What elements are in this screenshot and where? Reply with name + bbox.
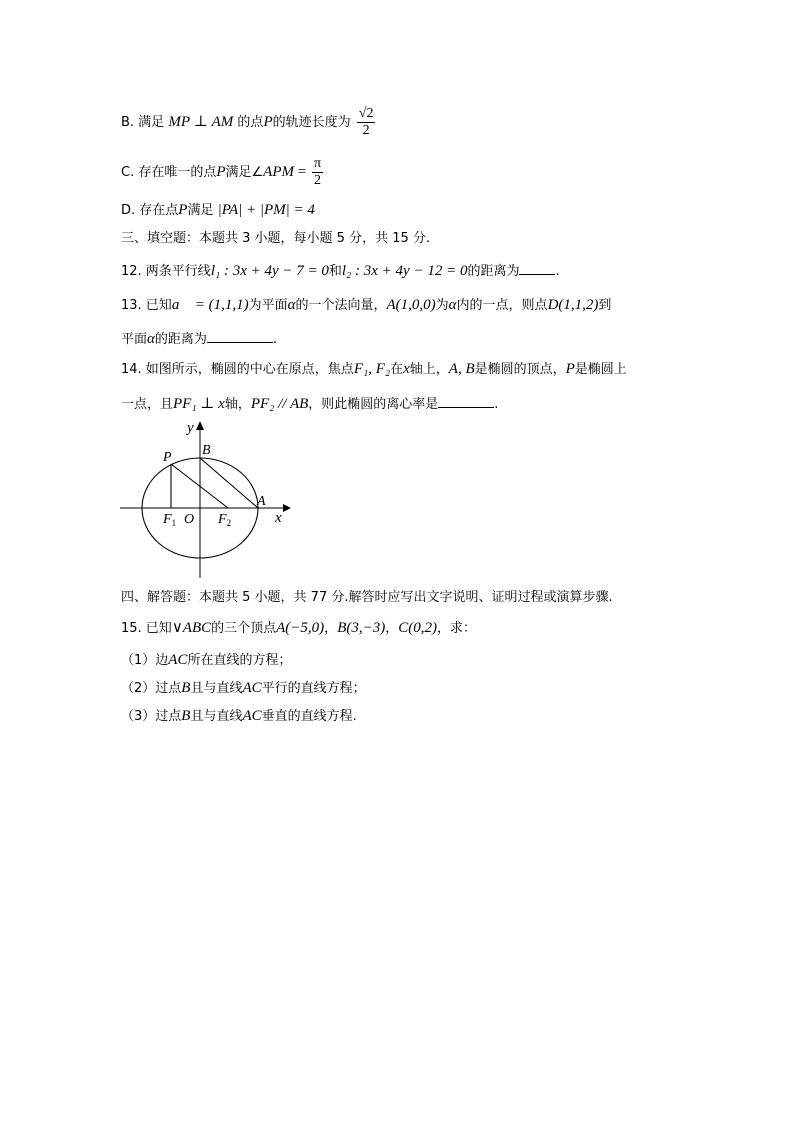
label-o: O <box>184 512 195 527</box>
distance-sum-expr: |PA| + |PM| = 4 <box>217 202 315 218</box>
x-axis-arrow <box>283 504 291 512</box>
label-x: x <box>275 510 282 526</box>
answer-blank[interactable] <box>519 260 555 275</box>
fraction-pi-over-2: $\frac{\pi}{2}$ <box>313 156 322 188</box>
question-15-part-2: （2）过点B且与直线AC平行的直线方程； <box>121 680 366 696</box>
fraction-sqrt2-over-2: $\frac{√2}{2}$ <box>358 106 374 138</box>
question-12: 12. 两条平行线l₁ : 3x + 4y − 7 = 0和l₂ : 3x + 4y − 12 = 0的距离为 . <box>121 260 560 282</box>
label-b: B <box>202 443 211 458</box>
label-p: P <box>163 450 172 465</box>
label-a: A <box>257 494 266 509</box>
ellipse-figure <box>115 418 295 583</box>
label-f2: $F_2$ <box>218 512 232 528</box>
section-3-heading: 三、填空题：本题共 3 小题，每小题 5 分，共 15 分. <box>121 231 431 246</box>
segment-ab <box>200 458 258 508</box>
label-y: y <box>187 420 194 436</box>
label-f1: $F_1$ <box>163 512 177 528</box>
question-14-line-1: 14. 如图所示，椭圆的中心在原点，焦点F₁, F₂在x轴上，A, B是椭圆的顶点，P是椭圆上 <box>121 361 627 377</box>
answer-blank[interactable] <box>438 393 494 408</box>
question-15-part-3: （3）过点B且与直线AC垂直的直线方程. <box>121 708 357 724</box>
section-4-heading: 四、解答题：本题共 5 小题，共 77 分.解答时应写出文字说明、证明过程或演算步骤. <box>121 590 613 605</box>
answer-blank[interactable] <box>207 328 273 343</box>
option-d: D. 存在点P满足 |PA| + |PM| = 4 <box>121 202 315 218</box>
option-b: B. 满足 MP ⊥ AM 的点P的轨迹长度为 $\frac{√2}{2}$ <box>121 106 374 138</box>
y-axis-arrow <box>196 421 204 430</box>
question-13-line-1: 13. 已知a⃗ = (1,1,1)为平面α的一个法向量，A(1,0,0)为α内的一点，则点D(1,1,2)到 <box>121 297 612 313</box>
question-13-line-2: 平面α的距离为 . <box>121 328 277 350</box>
question-15: 15. 已知∨ABC的三个顶点A(−5,0)，B(3,−3)，C(0,2)，求： <box>121 620 476 636</box>
question-15-part-1: （1）边AC所在直线的方程； <box>121 652 292 668</box>
option-c: C. 存在唯一的点P满足∠APM = $\frac{\pi}{2}$ <box>121 156 322 188</box>
question-14-line-2: 一点，且PF₁ ⊥ x轴，PF₂ // AB，则此椭圆的离心率是 . <box>121 393 498 415</box>
mp-perp-am: MP <box>168 114 190 130</box>
